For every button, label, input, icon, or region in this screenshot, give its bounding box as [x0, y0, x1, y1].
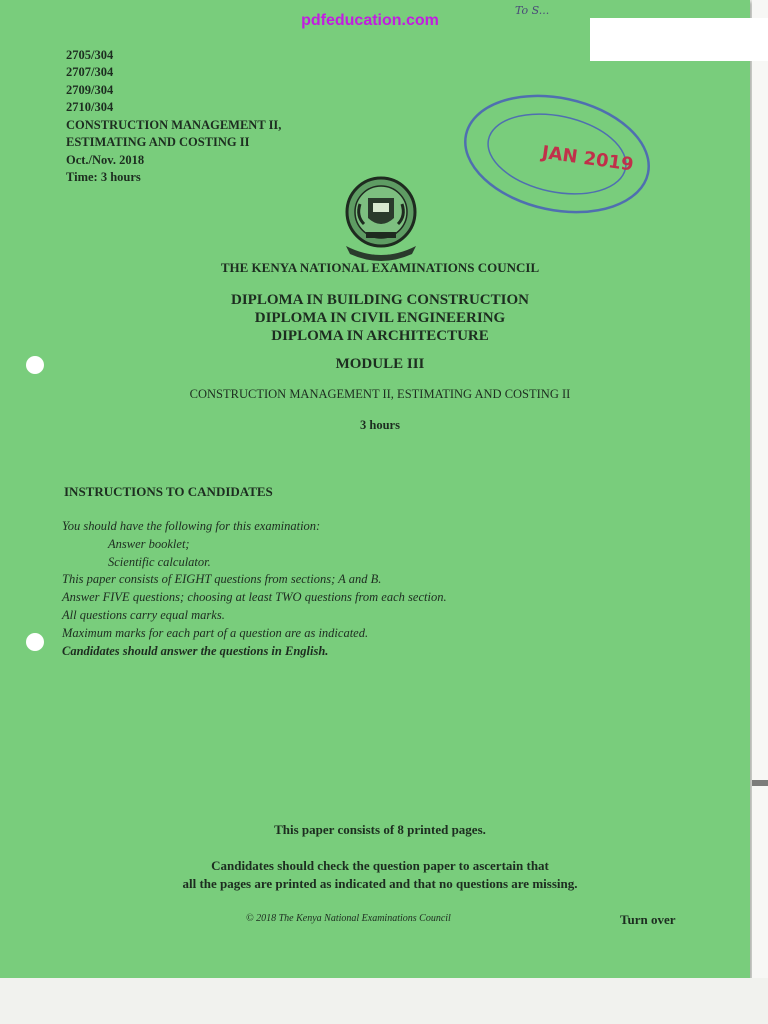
check-note-line: all the pages are printed as indicated and that no questions are missing. [182, 876, 578, 891]
paper-title-line: ESTIMATING AND COSTING II [66, 135, 250, 150]
exam-time: Time: 3 hours [66, 170, 141, 185]
paper-code: 2705/304 [66, 48, 114, 62]
paper-codes [66, 47, 113, 117]
watermark-link[interactable]: pdfeducation.com [301, 12, 439, 29]
punch-hole-lower [26, 633, 44, 651]
instructions-list [62, 518, 447, 660]
paper-title-line: CONSTRUCTION MANAGEMENT II, [66, 118, 282, 132]
module-title: MODULE III [335, 356, 425, 372]
turn-over-label: Turn over [620, 912, 676, 927]
received-stamp [460, 90, 654, 218]
required-item: Answer booklet; [108, 536, 190, 551]
paper-code: 2707/304 [66, 65, 114, 80]
instructions-intro: You should have the following for this examination: [62, 519, 321, 533]
redaction-box [590, 18, 768, 61]
page-count-note: This paper consists of 8 printed pages. [274, 822, 486, 837]
subject-title: CONSTRUCTION MANAGEMENT II, ESTIMATING AND COSTING II [189, 387, 571, 401]
diploma-title: DIPLOMA IN ARCHITECTURE [271, 328, 489, 344]
check-note [0, 857, 760, 893]
scan-margin-bottom [0, 978, 768, 1024]
required-item: Scientific calculator. [108, 554, 211, 569]
instruction-rule: Answer FIVE questions; choosing at least TWO questions from each section. [62, 590, 447, 605]
svg-text:JAN 2019: JAN 2019 [540, 142, 635, 176]
copyright: © 2018 The Kenya National Examinations Council [246, 913, 451, 924]
diploma-title: DIPLOMA IN BUILDING CONSTRUCTION [231, 292, 529, 308]
language-instruction: Candidates should answer the questions in English. [62, 643, 329, 658]
check-note-line: Candidates should check the question paper to ascertain that [211, 858, 549, 873]
instruction-rule: This paper consists of EIGHT questions from sections; A and B. [62, 572, 382, 587]
diploma-titles [0, 291, 760, 345]
instruction-rule: Maximum marks for each part of a question are as indicated. [62, 625, 369, 640]
instruction-rule: All questions carry equal marks. [62, 607, 225, 622]
council-name: THE KENYA NATIONAL EXAMINATIONS COUNCIL [220, 260, 540, 275]
handwritten-note: To S... [515, 4, 550, 17]
instructions-heading: INSTRUCTIONS TO CANDIDATES [64, 484, 273, 499]
paper-header [66, 117, 281, 187]
paper-code: 2709/304 [66, 82, 114, 97]
coat-of-arms-icon [338, 172, 424, 262]
exam-session: Oct./Nov. 2018 [66, 152, 145, 167]
scan-margin-right [752, 0, 768, 1024]
scan-artifact [752, 780, 768, 786]
duration: 3 hours [360, 418, 400, 432]
diploma-title: DIPLOMA IN CIVIL ENGINEERING [254, 310, 506, 326]
paper-code: 2710/304 [66, 100, 114, 115]
